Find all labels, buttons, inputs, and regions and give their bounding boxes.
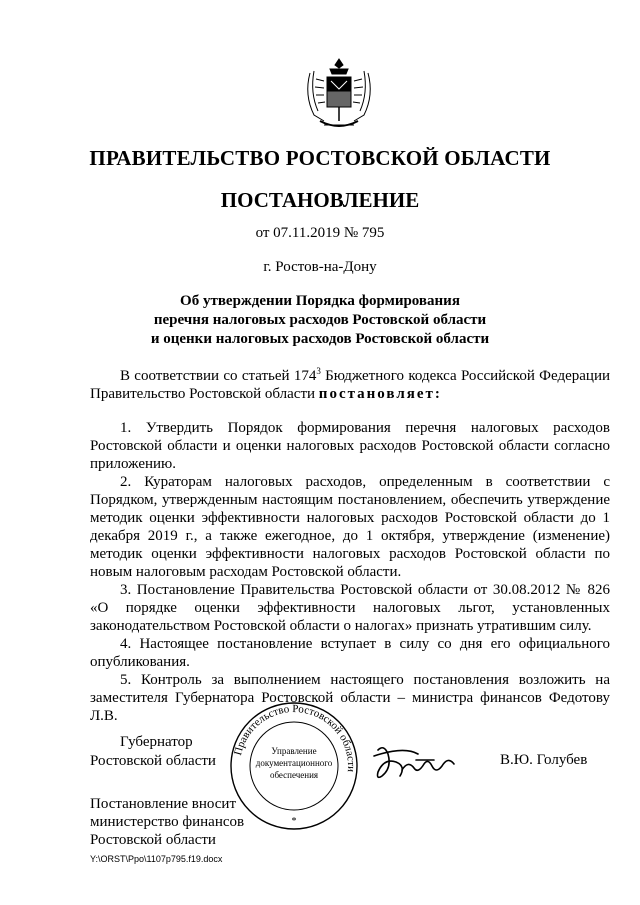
preamble: В соответствии со статьей $174^3$ Бюджетного кодекса Российской Федерации Правительство Ростовской области постановляет: xyxy=(90,366,611,402)
item: 5. Контроль за выполнением настоящего постановления возложить на заместителя Губернатора Ростовской области – министра финансов Федотову Л.В. xyxy=(90,672,610,724)
stamp-inner-text: Управление xyxy=(271,746,317,756)
item: 2. Кураторам налоговых расходов, определенным в соответствии с Порядком, утвержденным настоящим постановлением, обеспечить утверждение методик оценки эффективности налоговых расходов Ростовской области до 1 декабря 2019 г., а также ежегодное, до 1 октября, утверждение (изменение) методик оценки эффективности налоговых расходов Ростовской области по новым налоговым расходам Ростовской области. xyxy=(90,474,610,580)
subject-line: и оценки налоговых расходов Ростовской области xyxy=(150,331,490,347)
city: г. Ростов-на-Дону xyxy=(263,259,377,275)
date-and-number: от 07.11.2019 № 795 xyxy=(255,225,385,241)
handwritten-signature xyxy=(372,742,482,784)
item: 3. Постановление Правительства Ростовской области от 30.08.2012 № 826 «О порядке оценки эффективности налоговых льгот, установленных законодательством Ростовской области о налогах» признать утратившим силу. xyxy=(90,582,610,634)
subject-line: перечня налоговых расходов Ростовской области xyxy=(153,312,487,328)
document-type: ПОСТАНОВЛЕНИЕ xyxy=(220,188,420,212)
signatory-position: Губернатор Ростовской области xyxy=(90,734,216,769)
document-subject xyxy=(0,292,640,349)
stamp-ring-text: Правительство Ростовской области xyxy=(232,702,358,773)
stamp-star: * xyxy=(291,816,297,827)
resolves-word: постановляет: xyxy=(318,386,442,402)
item: 4. Настоящее постановление вступает в силу со дня его официального опубликования. xyxy=(90,636,610,670)
document-body xyxy=(90,362,610,725)
subject-line: Об утверждении Порядка формирования xyxy=(180,293,460,309)
item: 1. Утвердить Порядок формирования перечня налоговых расходов Ростовской области и оценки налоговых расходов Ростовской области согласно приложению. xyxy=(90,420,610,472)
stamp-inner-text: обеспечения xyxy=(269,770,319,780)
coat-of-arms-icon xyxy=(300,55,378,135)
government-title: ПРАВИТЕЛЬСТВО РОСТОВСКОЙ ОБЛАСТИ xyxy=(89,146,551,170)
official-stamp xyxy=(228,700,360,832)
signatory-name: В.Ю. Голубев xyxy=(500,752,588,768)
introduced-by: Постановление вносит министерство финансов Ростовской области xyxy=(90,796,245,848)
superscript: 3 xyxy=(316,366,321,376)
stamp-inner-text: документационного xyxy=(255,758,333,768)
file-path: Y:\ORST\Ppo\1107p795.f19.docx xyxy=(90,854,223,864)
